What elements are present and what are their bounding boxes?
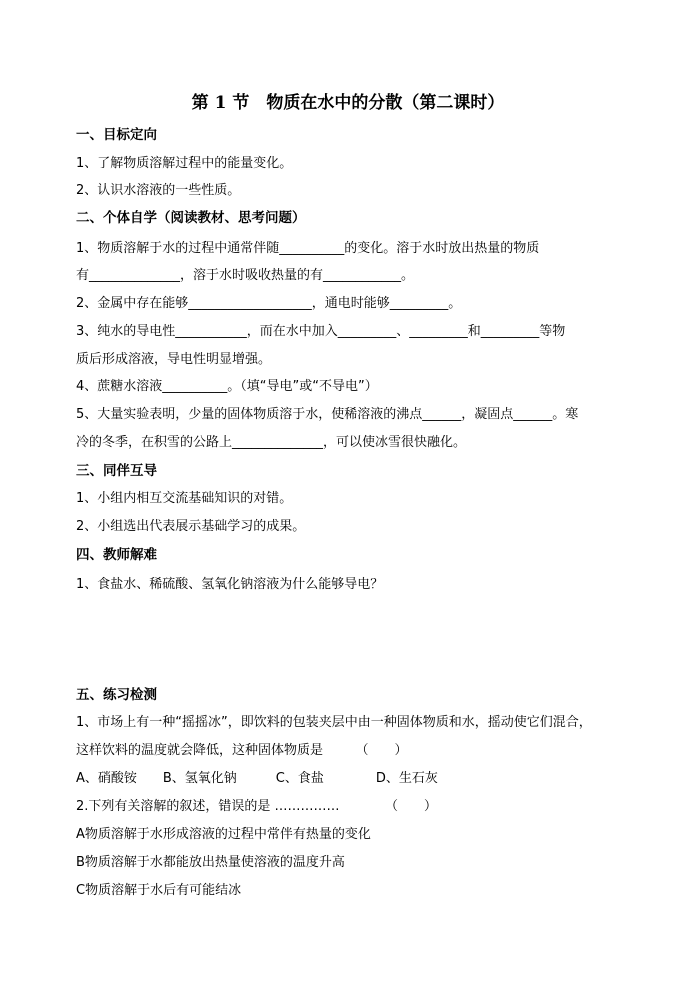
self-study-item-2: 2、金属中存在能够___________________，通电时能够_________。	[76, 296, 462, 311]
self-study-item-3-cont: 质后形成溶液，导电性明显增强。	[76, 352, 272, 367]
practice-q1: 1、市场上有一种“摇摇冰”，即饮料的包装夹层中由一种固体物质和水，摇动使它们混合，	[76, 715, 592, 730]
self-study-item-1: 1、物质溶解于水的过程中通常伴随__________的变化。溶于水时放出热量的物质	[76, 241, 540, 256]
self-study-item-4: 4、蔗糖水溶液__________。（填“导电”或“不导电”）	[76, 379, 378, 394]
goal-item-2: 2、认识水溶液的一些性质。	[76, 183, 241, 198]
goal-item-1: 1、了解物质溶解过程中的能量变化。	[76, 156, 293, 171]
section-heading-practice: 五、练习检测	[76, 687, 157, 703]
peer-guide-item-1: 1、小组内相互交流基础知识的对错。	[76, 491, 293, 506]
section-heading-self-study: 二、个体自学（阅读教材、思考问题）	[76, 210, 306, 226]
peer-guide-item-2: 2、小组选出代表展示基础学习的成果。	[76, 519, 306, 534]
self-study-item-5: 5、大量实验表明，少量的固体物质溶于水，使稀溶液的沸点______，凝固点______。寒	[76, 407, 579, 422]
section-heading-peer-guide: 三、同伴互导	[76, 463, 157, 479]
teacher-item-1: 1、食盐水、稀硫酸、氢氧化钠溶液为什么能够导电？	[76, 577, 384, 592]
self-study-item-3: 3、纯水的导电性___________，而在水中加入_________、_________和_________等物	[76, 324, 566, 339]
practice-q2-option-c: C物质溶解于水后有可能结冰	[76, 883, 242, 898]
document-title: 第 1 节 物质在水中的分散（第二课时）	[191, 93, 505, 113]
section-heading-goals: 一、目标定向	[76, 127, 157, 143]
practice-q1-cont: 这样饮料的温度就会降低，这种固体物质是 （ ）	[76, 743, 408, 758]
self-study-item-1-cont: 有______________，溶于水时吸收热量的有____________。	[76, 268, 415, 283]
practice-q1-options: A、硝酸铵 B、氢氧化钠 C、食盐 D、生石灰	[76, 771, 438, 786]
practice-q2-option-a: A物质溶解于水形成溶液的过程中常伴有热量的变化	[76, 827, 371, 842]
practice-q2: 2.下列有关溶解的叙述，错误的是 …………… （ ）	[76, 799, 438, 814]
section-heading-teacher: 四、教师解难	[76, 547, 157, 563]
practice-q2-option-b: B物质溶解于水都能放出热量使溶液的温度升高	[76, 855, 345, 870]
self-study-item-5-cont: 冷的冬季，在积雪的公路上______________，可以使冰雪很快融化。	[76, 435, 467, 450]
